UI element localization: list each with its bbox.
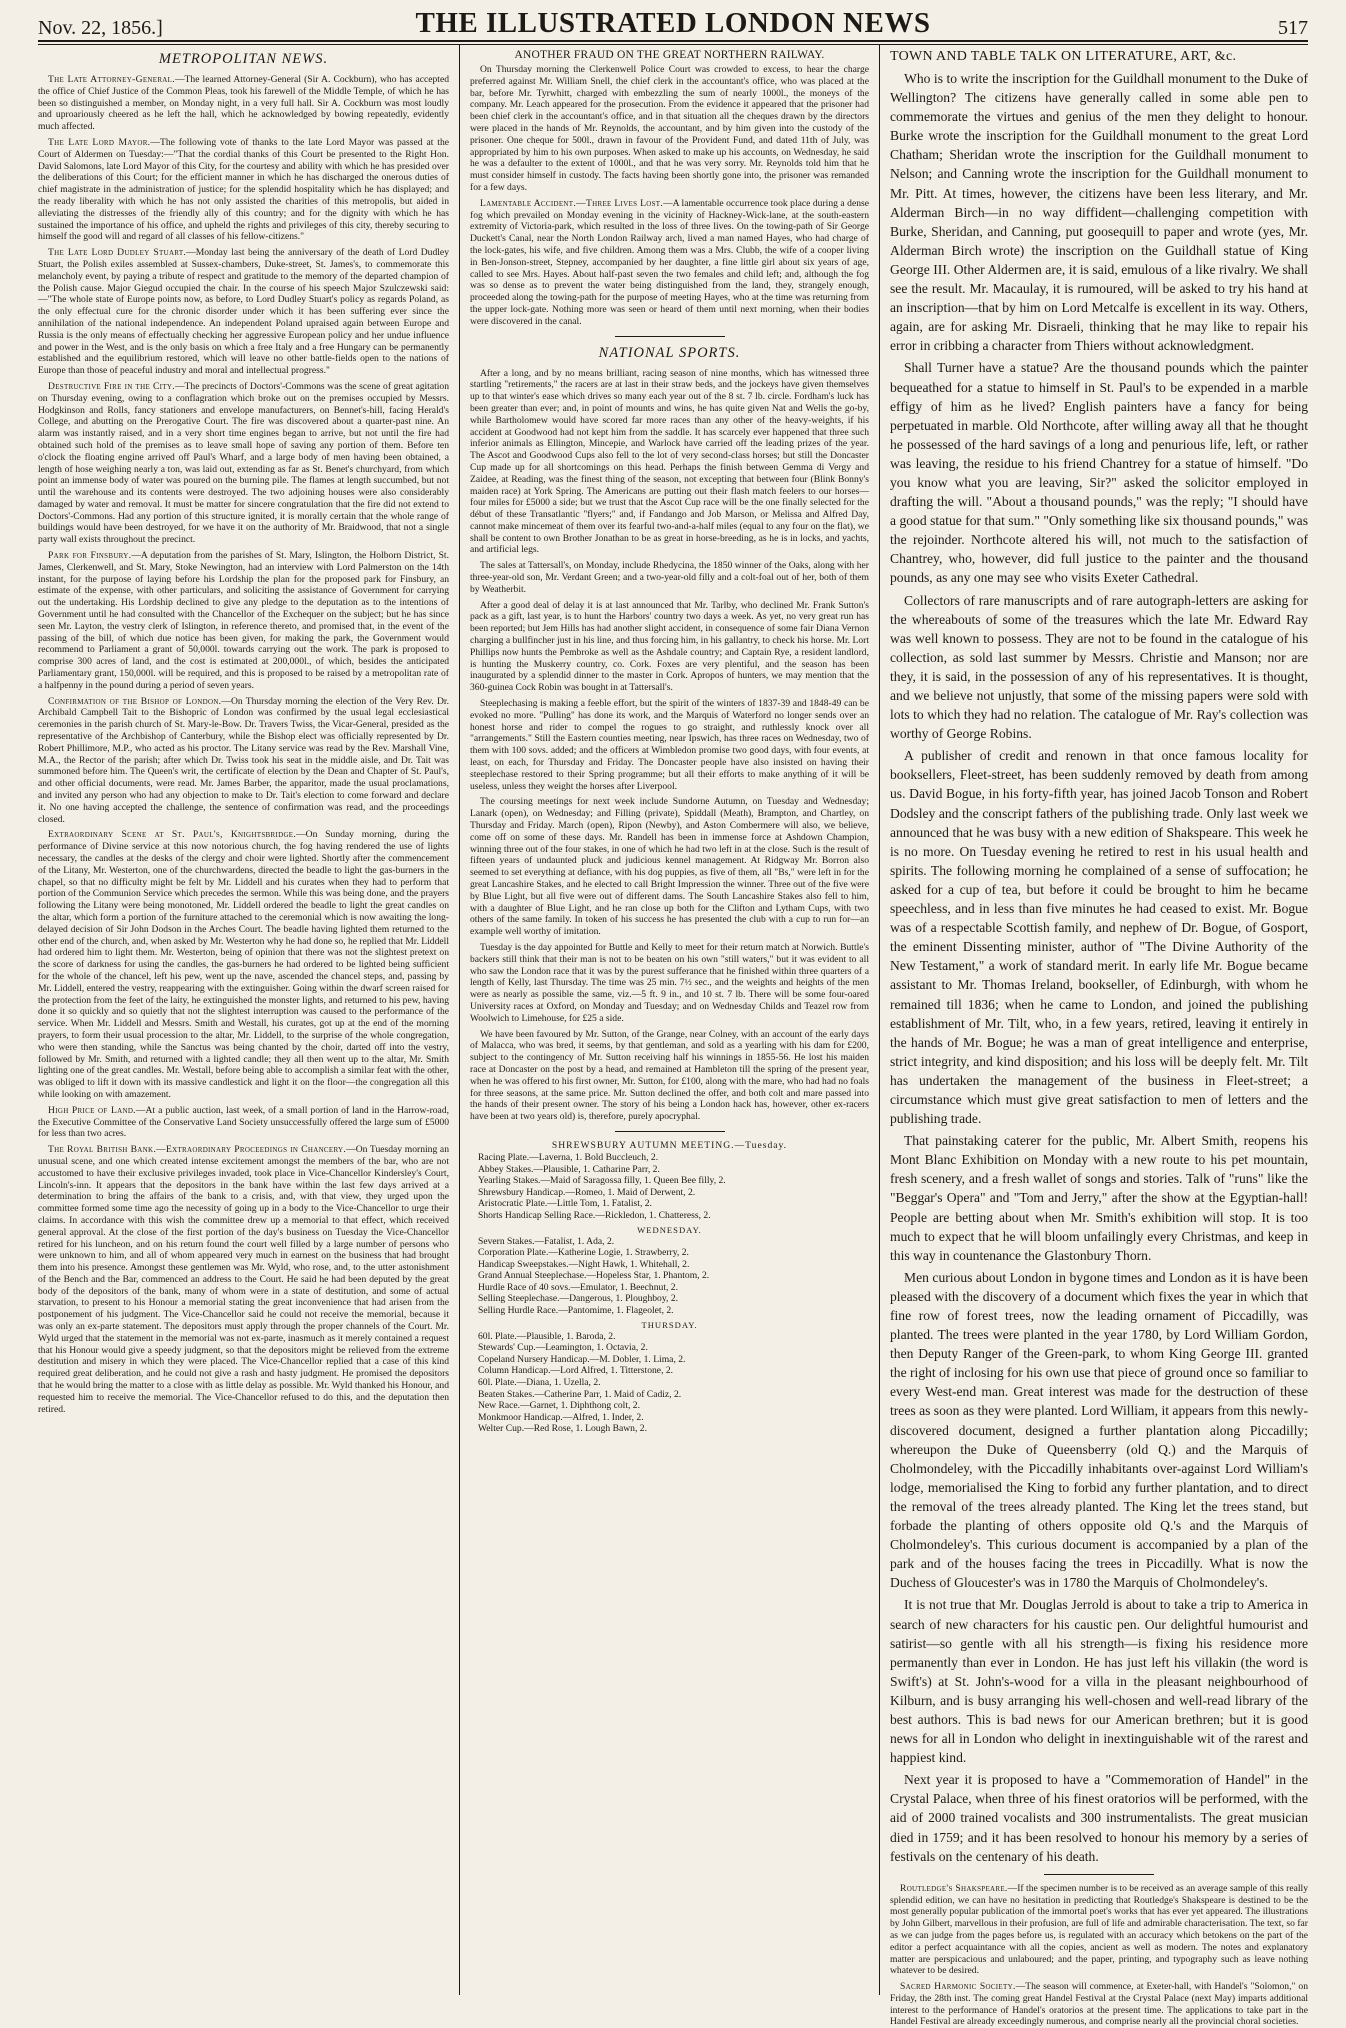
- race-result: Hurdle Race of 40 sovs.—Emulator, 1. Beechnut, 2.: [478, 1281, 678, 1293]
- sports-paragraph: Tuesday is the day appointed for Buttle and Kelly to meet for their return match at Norwich. Buttle's backers still think that their man is not to be beaten on his own "still waters," but it was evident to all who saw the London race that it was by the purest sufferance that he finished within three quarters of a length of Kelly, last Thursday. The time was 25 min. 7½ sec., and the weights and heights of the men were as nearly as possible the same, viz.—5 ft. 9 in., and 10 st. 7 lb. There will be some four-oared University races at Oxford, on Monday and Tuesday; and on Wednesday Childs and Teazel row from Woolwich to Limehouse, for £25 a side.: [470, 941, 869, 1024]
- article-park-for-finsbury: Park for Finsbury.—A deputation from the parishes of St. Mary, Islington, the Holborn District, St. James, Clerkenwell, and St. Mary, Stoke Newington, had an interview with Lord Palmerston on the 14th instant, for the purpose of laying before his Lordship the plan for the proposed park for Finsbury, an estimate of the expense, with other particulars, and soliciting the assistance of Government for carrying out the undertaking. His Lordship declined to give any pledge to the deputation as to the intentions of Government until he had consulted with the Chancellor of the Exchequer on the subject; but he has since seen Mr. Layton, the vestry clerk of Islington, in reference thereto, and promised that, in the event of the passing of the bill, of which due notice has been given, for making the park, the Government would recommend to Parliament a grant of 50,000l. towards carrying out the work. The park is proposed to comprise 300 acres of land, and the cost is estimated at 200,000l., of which, besides the anticipated Parliamentary grant, 150,000l. will be required, and this is proposed to be raised by a metropolitan rate of a halfpenny in the pound during a period of seven years.: [38, 550, 449, 691]
- article-late-lord-mayor: The Late Lord Mayor.—The following vote of thanks to the late Lord Mayor was passed at the Court of Aldermen on Tuesday:—"That the cordial thanks of this Court be presented to the Right Hon. David Salomons, late Lord Mayor of this City, for the courtesy and ability with which he has presided over the deliberations of this Court; for the efficient manner in which he has discharged the onerous duties of chief magistrate in the administration of justice; for the splendid hospitality which he has displayed; and the ready liberality with which he has not only assisted the charities of this metropolis, but aided in alleviating the distresses of the friendly ally of this country; and for the dignity with which he has sustained the importance of his office, and upheld the rights and privileges of this city, thereby securing to himself the good will and regard of all classes of his fellow-citizens.": [38, 136, 450, 243]
- race-result: New Race.—Garnet, 1. Diphthong colt, 2.: [478, 1400, 640, 1412]
- column-fraud-and-sports: [460, 45, 880, 1995]
- race-result: 60l. Plate.—Diana, 1. Uzella, 2.: [478, 1377, 601, 1389]
- sports-paragraph: The coursing meetings for next week include Sundorne Autumn, on Tuesday and Wednesday; Lanark (open), on Wednesday; and Filling (private), Spiddall (Meath), Brampton, and Chartley, on Thursday and Friday. March (open), Ripon (Newby), and Aston Combermere will also, we believe, come off on some of these days. Mr. Randell has been in immense force at Ashdown Champion, winning three out of the four stakes, in one of which he had two left in at the close. Such is the result of fifteen years of undaunted pluck and judicious kennel management. At Ridgway Mr. Borron also seemed to set everything at defiance, with his dog puppies, as five of them, all "Bs," were left in for the great Lancashire Stakes, and he elected to call Bright Impression the winner. Three out of the five were by Blue Light, but all five were out of different dams. The South Lancashire Stakes also fell to him, with a daughter of Blue Light, and he ran close up both for the Clifton and Lytham Cups, with two others of the same family. In token of his success he has presented the club with a cup to run for—an example well worthy of imitation.: [470, 796, 869, 938]
- race-result: Severn Stakes.—Fatalist, 1. Ada, 2.: [478, 1235, 615, 1247]
- talk-paragraph: Shall Turner have a statue? Are the thousand pounds which the painter bequeathed for a statue to himself in St. Paul's to be expended in a marble effigy of him as he lived? English painters have a fancy for being perpetuated in marble. Old Northcote, after willing away all that he thought he possessed of the hard savings of a long and penurious life, left, or rather was leaving, the residue to his friend Chantrey for a statue of himself. "Do you know what you are leaving, Sir?" asked the solicitor employed in drafting the will. "About a thousand pounds," was the reply; "I should have a good statue for that sum." "Only something like six thousand pounds," was the rejoinder. Northcote altered his will, not much to the satisfaction of Chantrey, who, however, did full justice to the painter and the thousand pounds, as any one may see who visits Exeter Cathedral.: [890, 360, 1308, 586]
- article-lord-dudley-stuart: The Late Lord Dudley Stuart.—Monday last being the anniversary of the death of Lord Dudley Stuart, the Polish exiles assembled at Sussex-chambers, Duke-street, St. James's, to commemorate this melancholy event, by paying a tribute of respect and gratitude to the memory of the departed champion of the Polish cause. Major Giegud occupied the chair. In the course of his speech Major Szulczewski said:—"The whole state of Europe points now, as before, to Lord Dudley Stuart's policy as regards Poland, as the only effectual cure for the chronic disorder under which it has been suffering ever since the annihilation of the national independence. An independent Poland upraised again between Europe and Russia is the only means of effectually checking her aggressive European policy and her undue influence and power in the West, and is the only basis on which a free Italy and a free Hungary can be permanently established and the equilibrium restored, which will leave no other battle-fields open to the nations of Europe than those of peaceful industry and moral and intellectual progress.": [38, 247, 449, 377]
- talk-paragraph: Collectors of rare manuscripts and of rare autograph-letters are asking for the whereabouts of some of the treasures which the late Mr. Edward Ray was well known to possess. They are not to be found in the catalogue of his collection, as sold last summer by Messrs. Christie and Manson; nor are they, it is said, in the possession of any of his representatives. It is thought, and we believe not unjustly, that some of the missing papers were sold with lots to which they had no relation. The catalogue of Mr. Ray's collection was worthy of George Robins.: [890, 592, 1308, 742]
- sports-paragraph: After a good deal of delay it is at last announced that Mr. Tarlby, who declined Mr. Frank Sutton's pack as a gift, last year, is to hunt the Harbors' country two days a week. As yet, no very great run has been reported; but Jem Hills has had another slight accident, in consequence of some fair Diana Vernon charging a bullfincher just in his line, and thus forcing him, in his gallantry, to check his horse. Mr. Lort Phillips now hunts the Pembroke as well as the Ashdale country; and Captain Rye, a resident landlord, is hunting the Muskerry country, co. Cork. Foxes are very plentiful, and the season has been inaugurated by a splendid dinner to the master in Cork. Apropos of hunters, we may mention that the 360-guinea Cock Robin was bought in at Tattersall's.: [470, 599, 869, 694]
- race-result: Handicap Sweepstakes.—Night Hawk, 1. Whitehall, 2.: [478, 1258, 690, 1270]
- column-town-and-table-talk: [880, 45, 1308, 2028]
- sports-paragraph: We have been favoured by Mr. Sutton, of the Grange, near Colney, with an account of the early days of Malacca, who was bred, it seems, by that gentleman, and sold as a yearling with his dam for £200, subject to the contingency of Mr. Sutton receiving half his winnings in 1855-56. He lost his maiden race at Doncaster on the post by a head, and remained at Hambleton till the spring of the present year, when he was offered to his first owner, Mr. Sutton, for £100, along with the mare, who had had no foals for three seasons, at the same price. Mr. Sutton declined the offer, and both colt and mare passed into the hands of their present owner. The story of his being a London hack has, however, other ex-racers have been at two years old) is, therefore, purely apocryphal.: [470, 1028, 869, 1123]
- article-lamentable-accident: Lamentable Accident.—Three Lives Lost.—A lamentable occurrence took place during a dense fog which prevailed on Monday evening in the vicinity of Hackney-Wick-lane, at the south-eastern extremity of Victoria-park, which resulted in the loss of three lives. On the towing-path of Sir George Duckett's Canal, near the North London Railway arch, lived a man named Hayes, who had charge of the lock-gates, his wife, and five children. Among them was a Mrs. Clubb, the wife of a cooper living in Ben-Jonson-street, Stepney, accompanied by her daughter, a fine little girl about six years of age, called to see Mrs. Hayes. About half-past seven the two females and child left; and, although the fog was so dense as to prevent the water being distinguished from the land, they, strangely enough, proceeded along the towing-path for the purpose of meeting Hayes, who at the time was returning from the upper lock-gate. Nothing more was seen or heard of them until next morning, when their bodies were discovered in the canal.: [470, 197, 869, 327]
- race-result: Copeland Nursery Handicap.—M. Dobler, 1. Lima, 2.: [478, 1353, 686, 1365]
- section-title-national-sports: NATIONAL SPORTS.: [598, 344, 741, 361]
- race-result: Aristocratic Plate.—Little Tom, 1. Fatalist, 2.: [478, 1198, 652, 1210]
- masthead: [38, 6, 1308, 42]
- page-number: 517: [1277, 17, 1308, 39]
- talk-paragraph: A publisher of credit and renown in that once famous locality for booksellers, Fleet-street, has been suddenly removed by death from among us. David Bogue, in his forty-fifth year, has joined Jacob Tonson and Robert Dodsley and the conscript fathers of the publishing trade. Only last week we announced that he was busy with a new edition of Shakspeare. This week he is no more. On Tuesday evening he retired to rest in his usual health and spirits. The following morning he complained of a sense of suffocation; he asked for a cup of tea, but before it could be brought to him he became speechless, and in less than five minutes he had ceased to exist. Mr. Bogue was of a respectable Scottish family, and nephew of Dr. Bogue, of Gosport, the eminent Dissenting minister, author of "The Divine Authority of the New Testament," a work of standard merit. In early life Mr. Bogue became assistant to Mr. Thomas Ireland, bookseller, of Edinburgh, with whom he remained till 1836; when he came to London, and joined the publishing establishment of Mr. Tilt, who, in a few years, retired, leaving it entirely in the hands of Mr. Bogue; he was a man of great intelligence and enterprise, strict integrity, and kind disposition; and his loss will be deeply felt. Mr. Tilt has undertaken the management of the business in Fleet-street; a circumstance which must give great satisfaction to men of letters and the publishing trade.: [890, 748, 1308, 1127]
- sports-paragraph: After a long, and by no means brilliant, racing season of nine months, which has witnessed three startling "retirements," the racers are at last in their straw beds, and the jockeys have given themselves up to that winter's ease which drives so many each year out of the 8 st. 7 lb. circle. Fordham's luck has been greater than ever; and, in point of mounts and wins, he has quite given Nat and Wells the go-by, while Bartholomew would have scored far more races than any other of the heavy-weights, if his accident at Goodwood had not kept him from the saddle. It has scarcely ever happened that three such inferior animals as Ellington, Mincepie, and Warlock have carried off the leading prizes of the year. The Ascot and Goodwood Cups also fell to the lot of very second-class horses; but still the Doncaster Cup made up for all shortcomings on this head. Perhaps the finish between Gemma di Vergy and Zaidee, at Reading, was the finest thing of the season, not excepting that between four (Blink Bonny's maiden race) at York Spring. The Americans are putting out their flash match feelers to our horses—four miles for £5000 a side; but we trust that the Ascot Cup race will be the one finally selected for the début of these Transatlantic "flyers;" and, if Fandango and Job Marson, or Melissa and Alfred Day, cannot make mincemeat of them over its fearful two-and-a-half miles (equal to any four on the flat), we shall be content to own Brother Jonathan to be as great in horse-breeding, as he is in locks, and yachts, and artificial legs.: [470, 367, 869, 556]
- article-railway-fraud: On Thursday morning the Clerkenwell Police Court was crowded to excess, to hear the charge preferred against Mr. William Snell, the chief clerk in the accountant's office, who was placed at the bar, before Mr. Tyrwhitt, charged with embezzling the sum of nearly 1000l., the moneys of the company. Mr. Leach appeared for the prosecution. From the evidence it appeared that the prisoner had been chief clerk in the accountant's office, and in that situation all the cheques drawn by the directors were placed in the hands of Mr. Reynolds, the accountant, and by him given into the custody of the prisoner. One cheque for 500l., drawn in favour of the Provident Fund, and dated 11th of July, was appropriated by him to his own purposes. When asked to make up his accounts, on Wednesday, he said he was a defaulter to the extent of 1000l., and that he was very sorry. Mr. Reynolds told him that he must consider himself in custody. The facts having been shortly gone into, the prisoner was remanded for a few days.: [470, 64, 869, 193]
- article-attorney-general: The Late Attorney-General.—The learned Attorney-General (Sir A. Cockburn), who has accepted the office of Chief Justice of the Common Pleas, took his farewell of the Middle Temple, of which he has been so distinguished a member, on Monday night, in a very full hall. Sir A. Cockburn was most loudly and uproariously cheered as he left the hall, which he acknowledged by bowing repeatedly, evidently much affected.: [38, 74, 450, 133]
- section-title-town-and-table-talk: TOWN AND TABLE TALK ON LITERATURE, ART, &c.: [890, 49, 1237, 64]
- race-result: Selling Steeplechase.—Dangerous, 1. Ploughboy, 2.: [478, 1293, 679, 1305]
- race-result: Welter Cup.—Red Rose, 1. Lough Bawn, 2.: [478, 1423, 647, 1435]
- race-result: Shorts Handicap Selling Race.—Rickledon, 1. Chatteress, 2.: [478, 1209, 711, 1221]
- article-price-of-land: High Price of Land.—At a public auction, last week, of a small portion of land in the Harrow-road, the Executive Committee of the Conservative Land Society unsuccessfully offered the large sum of £5000 for less than two acres.: [38, 1104, 450, 1140]
- article-sacred-harmonic-society: Sacred Harmonic Society.—The season will commence, at Exeter-hall, with Handel's "Solomon," on Friday, the 28th inst. The coming great Handel Festival at the Crystal Palace (next May) imparts additional interest to the performance of Handel's oratorios at the present time. The applications to take part in the Handel Festival are already exceedingly numerous, and comprise nearly all the provincial choral societies.: [890, 1981, 1308, 2028]
- race-day-label: WEDNESDAY.: [637, 1224, 702, 1235]
- race-result: Monkmoor Handicap.—Alfred, 1. Inder, 2.: [478, 1411, 644, 1423]
- race-result: Selling Hurdle Race.—Pantomime, 1. Flageolet, 2.: [478, 1305, 674, 1317]
- article-bishop-of-london: Confirmation of the Bishop of London.—On Thursday morning the election of the Very Rev. Dr. Archibald Campbell Tait to the Bishopric of London was confirmed by the usual legal ecclesiastical ceremonies in the parish church of St. Mary-le-Bow. Dr. Travers Twiss, the Vicar-General, presided as the representative of the Archbishop of Canterbury, while the Bishop elect was officially represented by Dr. Robert Phillimore, M.P., who acted as his proctor. The Litany service was read by the Rev. Marshall Vine, M.A., the Rector of the parish; after which Dr. Twiss took his seat in the middle aisle, and Dr. Tait was summoned before him. The Queen's writ, the certificate of election by the Dean and Chapter of St. Paul's, and other official documents, were read. Mr. James Barber, the apparitor, made the usual proclamations, and invited any person who had any objection to make to Dr. Tait's election to come forward and declare it. No one having accepted the challenge, the sentence of confirmation was read, and the proceedings closed.: [38, 695, 449, 825]
- race-meeting-title: SHREWSBURY AUTUMN MEETING.—Tuesday.: [551, 1139, 788, 1151]
- talk-paragraph: It is not true that Mr. Douglas Jerrold is about to take a trip to America in search of new characters for his caustic pen. Our delightful humourist and satirist—so gentle with all his strength—is fixing his residence more permanently than ever in London. He has just left his villakin (the word is Swift's) at St. John's-wood for a villa in the pleasant neighbourhood of Kilburn, and is busy arranging his well-chosen and well-read library of the best authors. This is bad news for our American brethren; but it is good news for all in London who delight in inextinguishable wit of the rarest and happiest kind.: [890, 1597, 1308, 1766]
- race-result: Corporation Plate.—Katherine Logie, 1. Strawberry, 2.: [478, 1247, 689, 1259]
- article-fire-in-city: Destructive Fire in the City.—The precincts of Doctors'-Commons was the scene of great agitation on Thursday evening, owing to a conflagration which broke out on the premises occupied by Messrs. Hodgkinson and Rolls, fancy stationers and envelope manufacturers, on Bennet's-hill, facing Herald's College, and abutting on the Prerogative Court. The fire was discovered about a quarter-past nine. An alarm was instantly raised, and in a very short time engines began to arrive, but not until the fire had obtained such hold of the premises as to leave small hope of saving any portion of them. Before ten o'clock the floating engine arrived off Paul's Wharf, and a large body of men having been obtained, a length of hose weighing nearly a ton, was laid out, extending as far as St. Benet's churchyard, from which point an immense body of water was poured on the burning pile. The flames at length succumbed, but not until the warehouse and its contents were destroyed. The two adjoining houses were also considerably damaged by water and removal. It must be matter for sincere congratulation that the fire did not extend to Doctors'-Commons. Had any portion of this structure ignited, it is morally certain that the whole range of buildings would have been destroyed, for we have it on the authority of Mr. Braidwood, that not a single party wall exists throughout the precinct.: [38, 380, 450, 546]
- race-result: Yearling Stakes.—Maid of Saragossa filly, 1. Queen Bee filly, 2.: [478, 1175, 726, 1187]
- race-day-label: THURSDAY.: [641, 1319, 698, 1330]
- race-result: 60l. Plate.—Plausible, 1. Baroda, 2.: [478, 1330, 616, 1342]
- newspaper-title: THE ILLUSTRATED LONDON NEWS: [415, 7, 931, 39]
- race-result: Grand Annual Steeplechase.—Hopeless Star, 1. Phantom, 2.: [478, 1270, 710, 1282]
- article-routledge-shakspeare: Routledge's Shakspeare.—If the specimen number is to be received as an average sample of this really splendid edition, we can have no hesitation in predicting that Routledge's Shakspeare is destined to be the most generally popular publication of the immortal poet's works that has ever yet appeared. The illustrations by John Gilbert, marvellous in their profusion, are full of life and admirable characterisation. The text, so far as we can judge from the pages before us, is regulated with an accuracy which betokens on the part of the editor a perfect acquaintance with all the copies, ancient as well as modern. The notes and explanatory matter are perspicacious and unlaboured; and the paper, printing, and typography such as leave nothing whatever to be desired.: [890, 1882, 1308, 1977]
- race-result: Column Handicap.—Lord Alfred, 1. Titterstone, 2.: [478, 1365, 674, 1377]
- sports-paragraph: The sales at Tattersall's, on Monday, include Rhedycina, the 1850 winner of the Oaks, along with her three-year-old son, Mr. Verdant Green; and a two-year-old filly and a colt-foal out of her, both of them by Weatherbit.: [470, 560, 869, 595]
- section-title-metropolitan-news: METROPOLITAN NEWS.: [158, 51, 329, 67]
- race-result: Stewards' Cup.—Leamington, 1. Octavia, 2.: [478, 1342, 648, 1354]
- headline-railway-fraud: ANOTHER FRAUD ON THE GREAT NORTHERN RAILWAY.: [514, 49, 825, 61]
- race-result: Abbey Stakes.—Plausible, 1. Catharine Parr, 2.: [478, 1163, 660, 1175]
- talk-paragraph: Men curious about London in bygone times and London as it is have been pleased with the discovery of a document which fixes the year in which that fine row of forest trees, now the leading ornament of Piccadilly, was planted. The trees were planted in the year 1780, by Lord William Gordon, then Deputy Ranger of the Green-park, to whom King George III. granted the right of inclosing for his own use that piece of ground once so familiar to every West-end man. Great interest was made for the destruction of these trees as soon as they were planted. Lord William, it appears from this newly-discovered document, designed a further plantation along Piccadilly; whereupon the Duke of Queensberry (old Q.) and the Marquis of Cholmondeley, with the Piccadilly inhabitants over-against Lord William's lodge, memorialised the King to forbid any further plantation, and to direct the removal of the trees already planted. The King let the trees stand, but forbade the planting of others opposite old Q.'s and the Marquis of Cholmondeley's. This curious document is accompanied by a plan of the park and of the houses facing the trees in Piccadilly. What is now the Duchess of Gloucester's was in 1780 the Marquis of Cholmondeley's.: [890, 1269, 1308, 1591]
- talk-paragraph: That painstaking caterer for the public, Mr. Albert Smith, reopens his Mont Blanc Exhibition on Monday with a new route to his pet mountain, fresh scenery, and a fresh wallet of songs and stories. Talk of "runs" like the "Beggar's Opera" and "Tom and Jerry," after the show at the Egyptian-hall! People are betting about when Mr. Smith's exhibition will stop. It is too much to expect that he will bloom unfailingly every Christmas, and keep in this way in countenance the Glastonbury Thorn.: [890, 1133, 1308, 1263]
- race-result: Shrewsbury Handicap.—Romeo, 1. Maid of Derwent, 2.: [478, 1186, 696, 1198]
- race-result: Racing Plate.—Laverna, 1. Bold Buccleuch, 2.: [478, 1151, 659, 1163]
- article-royal-british-bank: The Royal British Bank.—Extraordinary Proceedings in Chancery.—On Tuesday morning an unusual scene, and one which created intense excitement amongst the members of the bar, who are not accustomed to have their exclusive privileges invaded, took place in Vice-Chancellor Kindersley's Court, Lincoln's-inn. It appears that the depositors in the bank have within the last few days arrived at a determination to bring the affairs of the bank to a crisis, and, with that view, they urged upon the committee formed some time ago the necessity of going up in a body to the Vice-Chancellor to urge their claims. In accordance with this wish the committee drew up a memorial to that effect, which received general approval. At the close of the first portion of the day's business on Tuesday the Vice-Chancellor retired for his luncheon, and on his return found the court well filled by a large number of persons who were unknown to him, and all of whom appeared very much in earnest on the business that had brought them into his presence. Amongst these gentlemen was Mr. Wyld, who rose, and, to the utter astonishment of the Bench and the Bar, commenced an address to the Court. He said he had been deputed by the great body of the depositors of the bank, many of whom were in a state of destitution, and some of actual starvation, to present to his Honour a memorial stating the great inconvenience that had arisen from the postponement of his judgment. The Vice-Chancellor said he could not receive the memorial, because it was only an ex-parte statement. The depositors must apply through the proper channels of the Court. Mr. Wyld urged that the statement in the memorial was not ex-parte, inasmuch as it merely contained a request that his Honour would give a speedy judgment, so that the depositors might be relieved from the extreme destitution and misery in which they were placed. The Vice-Chancellor replied that a case of this kind required great deliberation, and he could not give a rash and hasty judgment. He promised the depositors that he would bring the matter to a close with as little delay as possible. Mr. Wyld thanked his Honour, and requested him to receive the memorial. The Vice-Chancellor refused to do this, and the deputation then retired.: [38, 1144, 449, 1415]
- talk-paragraph: Next year it is proposed to have a "Commemoration of Handel" in the Crystal Palace, when three of his finest oratorios will be performed, with the aid of 2000 trained vocalists and 300 instrumentalists. The great musician died in 1759; and it has been resolved to honour his memory by a series of festivals on the centenary of his death.: [890, 1772, 1308, 1864]
- issue-date: Nov. 22, 1856.]: [38, 17, 163, 39]
- column-metropolitan-news: [38, 45, 460, 1995]
- race-result: Beaten Stakes.—Catherine Parr, 1. Maid of Cadiz, 2.: [478, 1388, 682, 1400]
- talk-paragraph: Who is to write the inscription for the Guildhall monument to the Duke of Wellington? The citizens have generally called in some able pen to commemorate the virtues and genius of the men they delight to honour. Burke wrote the inscription for the Guildhall monument to the great Lord Chatham; Sheridan wrote the inscription for the Guildhall monument to Nelson; and Canning wrote the inscription for the Guildhall monument to Mr. Pitt. At times, however, the citizens have been less literary, and Mr. Alderman Birch—in no way diffident—challenging competition with Burke, Sheridan, and Canning, put goosequill to paper and wrote (yes, Mr. Alderman Birch wrote) the inscription on the Guildhall statue of King George III. Other Aldermen are, it is said, emulous of a like rivalry. We shall see the result. Mr. Macaulay, it is rumoured, will be asked to try his hand at an inscription—that by him on Lord Metcalfe is excellent in its way. Others, again, are for asking Mr. Disraeli, thinking that he may like to repair his error in cribbing a character from Thiers without acknowledgment.: [890, 71, 1308, 354]
- article-st-pauls-knightsbridge: Extraordinary Scene at St. Paul's, Knightsbridge.—On Sunday morning, during the performance of Divine service at this now notorious church, the fog having rendered the use of lights necessary, the candles at the desks of the clergy and choir were lighted. Shortly after the commencement of the Litany, Mr. Westerton, one of the churchwardens, directed the beadle to light the gas-burners in the chapel, so that no difficulty might be felt by Mr. Liddell and his curates when they had to perform that portion of the Communion Service which precedes the sermon. While this was being done, and the prayers following the Litany were being monotoned, Mr. Liddell ordered the beadle to light the great candles on the altar, which form a portion of the furniture attached to the ceremonial which is now awaiting the long-delayed decision of Sir John Dodson in the Arches Court. The beadle having lighted them returned to the other end of the church, and, when asked by Mr. Westerton why he had done so, he replied that Mr. Liddell had ordered him to light them. Mr. Westerton, being of opinion that there was not the slightest pretext on the score of darkness for using the candles, the gas-burners he had ordered to be lighted being sufficient for the whole of the chancel, left his pew, went up the nave, ascended the chancel steps, and, passing by Mr. Liddell, entered the vestry, reappearing with the extinguisher. Going within the dwarf screen raised for the protection from the feet of the laity, he extinguished the monster lights, and returned to his pew, having done it so quickly and so quietly that not the slightest interruption was caused to the performance of the service. When Mr. Liddell and Messrs. Smith and Westall, his curates, got up at the end of the morning prayers, to form their usual procession to the altar, Mr. Liddell, to the surprise of the whole congregation, who were then standing, while the Sanctus was being chanted by the choir, darted off into the vestry, followed by Mr. Smith, and returned with a lighted candle; they all then went up to the altar, Mr. Smith lighting one of the great candles. Mr. Westall, before being able to accomplish a similar feat with the other, was obliged to lift it down with its massive candlestick and light it on the floor—the congregation all this while looking on with amazement.: [38, 829, 449, 1100]
- sports-paragraph: Steeplechasing is making a feeble effort, but the spirit of the winters of 1837-39 and 1848-49 can be evoked no more. "Pulling" has done its work, and the Marquis of Waterford no longer sends over an honest horse and rider to compel the rogues to go straight, and ruthlessly knock over all "arrangements." Still the Eastern counties meeting, near Ipswich, has three races on Wednesday, two of them with 100 sovs. added; and the officers at Wimbledon promise two good days, with four events, at least, on each, for Thursday and Friday. The Doncaster people have also insisted on having their steeplechase restored to their Spring programme; but all their efforts to make anything of it will be useless, unless they weight the horses after Liverpool.: [470, 698, 869, 792]
